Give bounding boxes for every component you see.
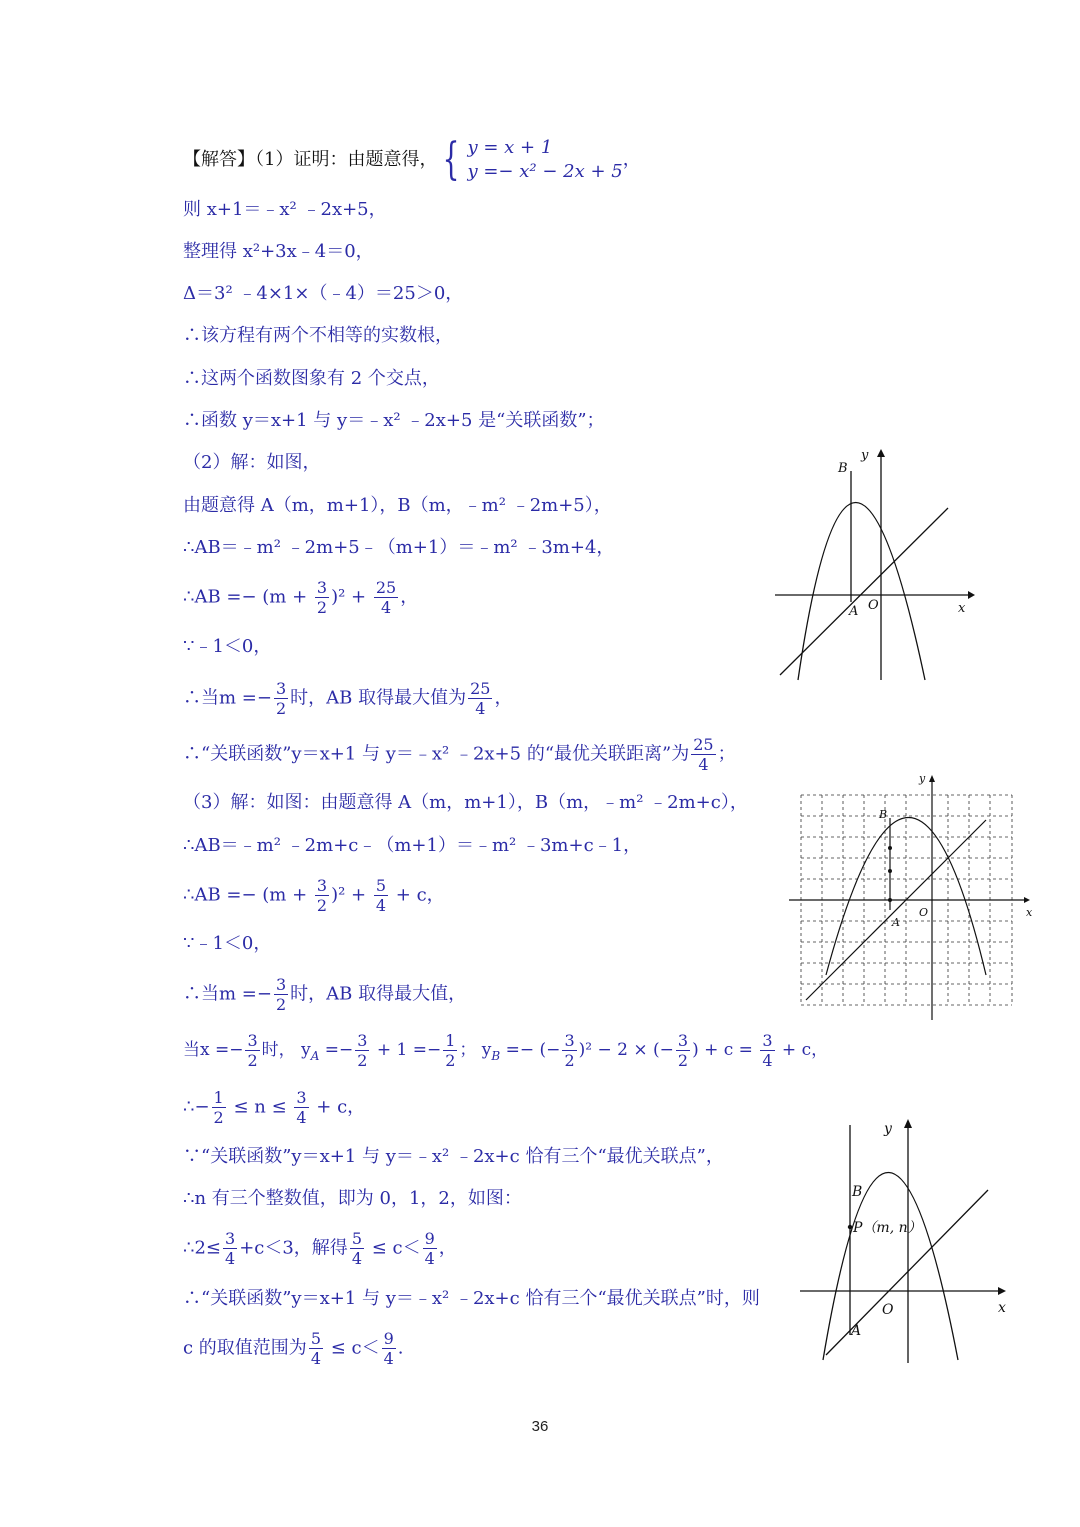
fig2-x-arrow bbox=[1024, 897, 1030, 903]
fraction-numerator: 3 bbox=[316, 876, 328, 895]
fig3-label-y: y bbox=[884, 1121, 892, 1137]
fig1-x-arrow bbox=[968, 591, 975, 599]
fig3-point-p bbox=[848, 1225, 852, 1229]
answer-line-9: 由题意得 A（m，m+1），B（m，﹣m² ﹣2m+5）， bbox=[183, 495, 612, 516]
fraction-numerator: 1 bbox=[445, 1031, 456, 1050]
answer-heading: 【解答】 bbox=[183, 149, 255, 170]
system-brace: { bbox=[443, 134, 460, 185]
fraction-numerator: 25 bbox=[375, 578, 397, 597]
answer-line-3: 整理得 x²+3x﹣4＝0， bbox=[183, 241, 374, 262]
l13-text-a: ∴当m =− bbox=[183, 687, 272, 709]
fig2-label-y: y bbox=[919, 772, 926, 785]
l14-text-b: ； bbox=[717, 743, 736, 765]
fraction-numerator: 3 bbox=[316, 578, 328, 597]
answer-line-18: ∵﹣1＜0， bbox=[183, 933, 272, 954]
l20-text-i: + c， bbox=[776, 1040, 829, 1060]
fraction-3-2 bbox=[245, 1031, 259, 1070]
answer-line-8: （2）解：如图， bbox=[183, 452, 321, 473]
fraction-25-4 bbox=[468, 679, 492, 718]
fig2-label-o: O bbox=[919, 906, 929, 919]
fraction-denominator: 2 bbox=[677, 1051, 689, 1070]
fraction-3-4 bbox=[223, 1229, 237, 1268]
fig2-point-1 bbox=[888, 898, 892, 902]
fraction-5-4 bbox=[350, 1229, 364, 1268]
fraction-3-2 bbox=[676, 1031, 690, 1070]
fraction-3-2 bbox=[274, 679, 288, 718]
subscript-b: B bbox=[491, 1049, 501, 1063]
fraction-denominator: 4 bbox=[383, 1349, 394, 1368]
answer-line-2: 则 x+1＝﹣x² ﹣2x+5， bbox=[183, 199, 387, 220]
l26-text-a: c 的取值范围为 bbox=[183, 1337, 307, 1359]
answer-line-17 bbox=[183, 876, 445, 915]
fraction-1-2 bbox=[443, 1031, 457, 1070]
fraction-3-2 bbox=[274, 975, 288, 1014]
answer-line-23: ∴n 有三个整数值，即为 0，1，2，如图： bbox=[183, 1188, 522, 1209]
fraction-denominator: 4 bbox=[296, 1108, 307, 1127]
l17-text-a: ∴AB =− (m + bbox=[183, 884, 313, 906]
fig2-label-x: x bbox=[1026, 906, 1033, 919]
l11-text-c: ， bbox=[400, 586, 419, 608]
figure-3-graph bbox=[798, 1115, 1018, 1365]
answer-line-25: ∴“关联函数”y＝x+1 与 y＝﹣x² ﹣2x+c 恰有三个“最优关联点”时，则 bbox=[183, 1288, 760, 1309]
l24-text-c: ≤ c＜ bbox=[366, 1237, 421, 1259]
fraction-5-4 bbox=[309, 1329, 323, 1368]
fig2-point-2 bbox=[888, 869, 892, 873]
answer-line-5: ∴该方程有两个不相等的实数根， bbox=[183, 325, 453, 346]
l20-text-f: =− (− bbox=[500, 1040, 561, 1060]
fraction-denominator: 2 bbox=[357, 1051, 368, 1070]
l24-text-d: ， bbox=[438, 1237, 457, 1259]
answer-line-10: ∴AB＝﹣m² ﹣2m+5﹣（m+1）＝﹣m² ﹣3m+4， bbox=[183, 537, 615, 558]
answer-line-16: ∴AB＝﹣m² ﹣2m+c﹣（m+1）＝﹣m² ﹣3m+c﹣1， bbox=[183, 835, 642, 856]
fraction-denominator: 4 bbox=[380, 598, 392, 617]
answer-line-6: ∴这两个函数图象有 2 个交点， bbox=[183, 368, 440, 389]
fig1-parabola bbox=[798, 503, 925, 681]
l21-text-c: + c， bbox=[310, 1096, 366, 1118]
fraction-numerator: 25 bbox=[470, 679, 491, 698]
proof-intro: （1）证明：由题意得， bbox=[255, 149, 438, 170]
fraction-3-2 bbox=[355, 1031, 369, 1070]
fig1-label-y: y bbox=[861, 448, 869, 463]
fraction-denominator: 4 bbox=[762, 1051, 773, 1070]
fig2-label-b: B bbox=[879, 808, 888, 821]
answer-line-1 bbox=[183, 136, 641, 184]
l20-text-d: + 1 =− bbox=[371, 1040, 442, 1060]
answer-line-19 bbox=[183, 975, 466, 1014]
l21-text-b: ≤ n ≤ bbox=[227, 1096, 293, 1118]
fraction-numerator: 3 bbox=[762, 1031, 773, 1050]
figure-2-graph bbox=[786, 770, 1040, 1026]
l20-text-c: =− bbox=[319, 1040, 354, 1060]
fraction-numerator: 9 bbox=[424, 1229, 435, 1248]
fraction-25-4 bbox=[691, 735, 715, 774]
l20-text-b: 时， y bbox=[261, 1040, 311, 1060]
fig2-line bbox=[806, 820, 986, 1000]
fraction-denominator: 4 bbox=[698, 755, 709, 774]
l13-text-b: 时，AB 取得最大值为 bbox=[290, 687, 467, 709]
fraction-3-2 bbox=[315, 876, 329, 915]
fig2-label-a: A bbox=[892, 916, 900, 929]
fraction-numerator: 3 bbox=[275, 975, 287, 994]
fraction-numerator: 3 bbox=[564, 1031, 575, 1050]
fraction-denominator: 2 bbox=[275, 995, 287, 1014]
fraction-3-2 bbox=[315, 578, 329, 617]
l20-text-e: ； y bbox=[459, 1040, 492, 1060]
l20-text-h: ) + c = bbox=[692, 1040, 759, 1060]
fraction-denominator: 2 bbox=[445, 1051, 456, 1070]
fraction-denominator: 4 bbox=[475, 699, 486, 718]
page-number: 36 bbox=[531, 1418, 549, 1435]
fig1-label-x: x bbox=[958, 601, 966, 616]
l11-text-a: ∴AB =− (m + bbox=[183, 586, 313, 608]
l19-text-a: ∴当m =− bbox=[183, 983, 272, 1005]
fraction-9-4 bbox=[382, 1329, 396, 1368]
fraction-numerator: 3 bbox=[357, 1031, 368, 1050]
l17-text-c: + c， bbox=[390, 884, 445, 906]
fig3-y-arrow bbox=[904, 1119, 912, 1128]
fraction-numerator: 3 bbox=[296, 1088, 307, 1107]
fraction-denominator: 2 bbox=[316, 598, 328, 617]
l19-text-b: 时，AB 取得最大值， bbox=[290, 983, 467, 1005]
subscript-a: A bbox=[310, 1049, 320, 1063]
answer-line-12: ∵﹣1＜0， bbox=[183, 636, 272, 657]
fig1-label-b: B bbox=[838, 461, 848, 476]
fraction-numerator: 5 bbox=[310, 1329, 321, 1348]
fraction-denominator: 4 bbox=[310, 1349, 321, 1368]
l17-text-b: )² + bbox=[331, 884, 372, 906]
fraction-3-4 bbox=[294, 1088, 308, 1127]
fig3-label-a: A bbox=[851, 1323, 862, 1339]
fig3-parabola bbox=[823, 1173, 958, 1361]
fraction-denominator: 2 bbox=[275, 699, 287, 718]
l14-text-a: ∴“关联函数”y＝x+1 与 y＝﹣x² ﹣2x+5 的“最优关联距离”为 bbox=[183, 743, 690, 765]
fraction-numerator: 3 bbox=[225, 1229, 236, 1248]
l24-text-b: +c＜3，解得 bbox=[239, 1237, 348, 1259]
fraction-numerator: 5 bbox=[351, 1229, 362, 1248]
l26-text-c: . bbox=[397, 1337, 404, 1359]
fig1-label-o: O bbox=[868, 598, 879, 613]
fraction-numerator: 5 bbox=[375, 876, 387, 895]
system-tail: ， bbox=[622, 149, 641, 170]
fraction-numerator: 3 bbox=[275, 679, 287, 698]
fraction-numerator: 25 bbox=[693, 735, 714, 754]
system-eq-2: y =− x² − 2x + 5 bbox=[467, 161, 623, 182]
fraction-denominator: 4 bbox=[375, 896, 387, 915]
fraction-denominator: 2 bbox=[564, 1051, 575, 1070]
l13-text-c: ， bbox=[494, 687, 513, 709]
answer-line-26 bbox=[183, 1329, 404, 1368]
l11-text-b: )² + bbox=[331, 586, 372, 608]
answer-line-11 bbox=[183, 578, 418, 617]
fraction-numerator: 3 bbox=[247, 1031, 258, 1050]
fraction-numerator: 9 bbox=[383, 1329, 394, 1348]
fig3-x-arrow bbox=[998, 1287, 1006, 1295]
fraction-denominator: 2 bbox=[247, 1051, 258, 1070]
l24-text-a: ∴2≤ bbox=[183, 1237, 221, 1259]
answer-line-20 bbox=[183, 1031, 828, 1070]
figure-1-graph bbox=[770, 445, 980, 690]
l26-text-b: ≤ c＜ bbox=[325, 1337, 380, 1359]
fraction-3-2 bbox=[562, 1031, 576, 1070]
answer-line-22: ∵“关联函数”y＝x+1 与 y＝﹣x² ﹣2x+c 恰有三个“最优关联点”， bbox=[183, 1146, 724, 1167]
answer-line-4: Δ＝3² ﹣4×1×（﹣4）＝25＞0， bbox=[183, 283, 464, 304]
fig3-label-b: B bbox=[852, 1184, 863, 1200]
fraction-denominator: 4 bbox=[424, 1249, 435, 1268]
fraction-9-4 bbox=[423, 1229, 437, 1268]
equation-system bbox=[467, 136, 622, 184]
fig3-label-x: x bbox=[998, 1300, 1006, 1316]
answer-line-15: （3）解：如图：由题意得 A（m，m+1），B（m，﹣m² ﹣2m+c）， bbox=[183, 792, 748, 813]
answer-line-21 bbox=[183, 1088, 365, 1127]
fig3-label-p: P（m, n） bbox=[853, 1220, 922, 1236]
system-eq-1: y = x + 1 bbox=[467, 137, 553, 158]
fig1-label-a: A bbox=[849, 604, 859, 619]
answer-line-13 bbox=[183, 679, 512, 718]
fraction-denominator: 2 bbox=[316, 896, 328, 915]
answer-line-14 bbox=[183, 735, 736, 774]
fig1-y-arrow bbox=[877, 449, 885, 457]
fraction-numerator: 3 bbox=[677, 1031, 689, 1050]
fig3-label-o: O bbox=[882, 1302, 894, 1318]
l21-text-a: ∴− bbox=[183, 1096, 210, 1118]
fraction-5-4 bbox=[374, 876, 388, 915]
fig2-y-arrow bbox=[929, 775, 935, 782]
fig1-line bbox=[780, 508, 948, 675]
fraction-3-4 bbox=[760, 1031, 774, 1070]
fraction-denominator: 2 bbox=[213, 1108, 224, 1127]
fraction-25-4 bbox=[374, 578, 398, 617]
answer-line-24 bbox=[183, 1229, 457, 1268]
l20-text-a: 当x =− bbox=[183, 1040, 244, 1060]
fig2-point-3 bbox=[888, 846, 892, 850]
answer-line-7: ∴函数 y＝x+1 与 y＝﹣x² ﹣2x+5 是“关联函数”； bbox=[183, 410, 605, 431]
fraction-denominator: 4 bbox=[225, 1249, 236, 1268]
fraction-denominator: 4 bbox=[351, 1249, 362, 1268]
fraction-1-2 bbox=[212, 1088, 226, 1127]
fraction-numerator: 1 bbox=[213, 1088, 224, 1107]
l20-text-g: )² − 2 × (− bbox=[578, 1040, 674, 1060]
